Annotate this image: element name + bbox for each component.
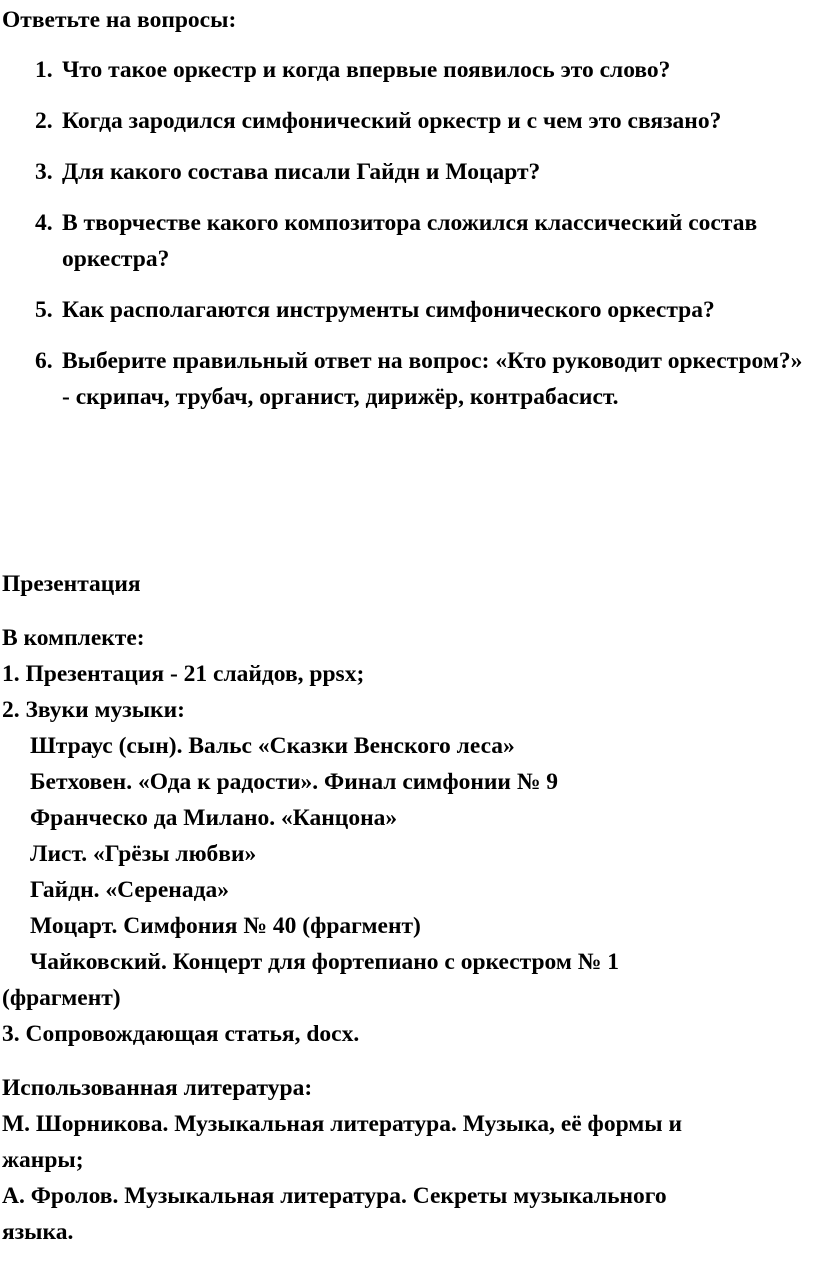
question-text: В творчестве какого композитора сложился классический состав оркестра? <box>62 210 758 272</box>
literature-entry-1: М. Шорникова. Музыкальная литература. Музыка, её формы и <box>2 1111 683 1137</box>
questions-heading: Ответьте на вопросы: <box>2 7 237 33</box>
question-text: Выберите правильный ответ на вопрос: «Кто руководит оркестром?» - скрипач, трубач, органист, дирижёр, контрабасист. <box>62 348 803 410</box>
question-number: 5. <box>35 297 53 323</box>
question-number: 6. <box>35 348 53 374</box>
question-number: 4. <box>35 210 53 236</box>
sound-item: Чайковский. Концерт для фортепиано с оркестром № 1 <box>30 949 619 975</box>
literature-entry-2: А. Фролов. Музыкальная литература. Секреты музыкального <box>2 1183 667 1209</box>
question-item <box>2 103 814 139</box>
sound-item: Бетховен. «Ода к радости». Финал симфонии № 9 <box>30 769 559 795</box>
question-number: 3. <box>35 159 53 185</box>
question-text: Для какого состава писали Гайдн и Моцарт? <box>62 159 541 185</box>
sound-item: Гайдн. «Серенада» <box>30 877 229 903</box>
questions-list <box>2 52 814 430</box>
literature-heading: Использованная литература: <box>2 1075 313 1101</box>
kit-item-presentation: 1. Презентация - 21 слайдов, ppsx; <box>2 661 365 687</box>
sound-item: Штраус (сын). Вальс «Сказки Венского леса» <box>30 733 515 759</box>
question-item <box>2 292 814 328</box>
question-text: Как располагаются инструменты симфонического оркестра? <box>62 297 715 323</box>
question-item <box>2 205 814 277</box>
sound-item: Моцарт. Симфония № 40 (фрагмент) <box>30 913 421 939</box>
sound-item: Лист. «Грёзы любви» <box>30 841 257 867</box>
sound-item: Франческо да Милано. «Канцона» <box>30 805 398 831</box>
question-item <box>2 154 814 190</box>
question-item <box>2 52 814 88</box>
question-item <box>2 343 814 415</box>
sound-item-continuation: (фрагмент) <box>2 985 121 1011</box>
question-number: 2. <box>35 108 53 134</box>
kit-item-sounds: 2. Звуки музыки: <box>2 697 185 723</box>
presentation-heading: Презентация <box>2 571 141 597</box>
literature-entry-1-continuation: жанры; <box>2 1147 84 1173</box>
question-number: 1. <box>35 57 53 83</box>
question-text: Когда зародился симфонический оркестр и с чем это связано? <box>62 108 722 134</box>
kit-item-article: 3. Сопровождающая статья, docx. <box>2 1021 360 1047</box>
question-text: Что такое оркестр и когда впервые появилось это слово? <box>62 57 671 83</box>
literature-entry-2-continuation: языка. <box>2 1219 74 1245</box>
kit-heading: В комплекте: <box>2 625 145 651</box>
